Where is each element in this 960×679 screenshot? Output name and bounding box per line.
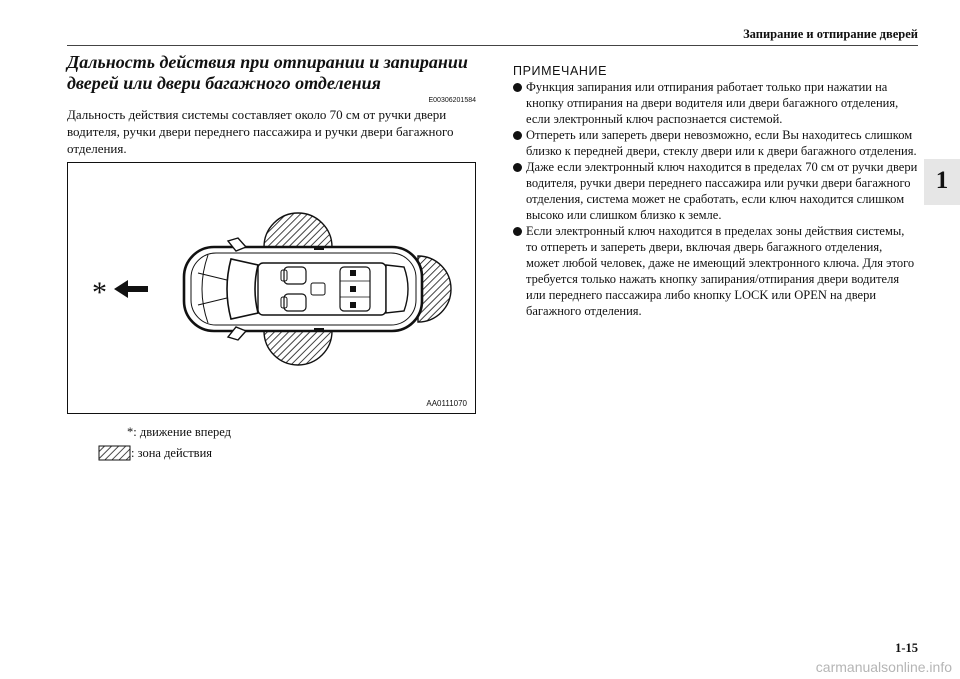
forward-arrow-icon bbox=[114, 280, 148, 298]
header-divider bbox=[67, 45, 918, 46]
note-item: Даже если электронный ключ находится в пределах 70 см от ручки двери водителя, ручки двери переднего пассажира или ручки двери багажного отделения, система может не сработать, если ключ находится слишком высоко или слишком близко к земле. bbox=[513, 159, 918, 223]
hatched-zone-icon bbox=[98, 445, 131, 461]
note-item: Функция запирания или отпирания работает только при нажатии на кнопку отпирания на двери водителя или двери багажного отделения, если электронный ключ распознается системой. bbox=[513, 79, 918, 127]
page-number: 1-15 bbox=[895, 641, 918, 655]
chapter-number: 1 bbox=[935, 167, 949, 194]
note-item: Отпереть или запереть двери невозможно, если Вы находитесь слишком близко к передней двери, стеклу двери или к двери багажного отделения. bbox=[513, 127, 918, 159]
section-title: Дальность действия при отпирании и запирании дверей или двери багажного отделения bbox=[67, 52, 468, 93]
zone-driver-door bbox=[264, 213, 332, 247]
legend-forward bbox=[127, 425, 231, 440]
page-header-title: Запирание и отпирание дверей bbox=[743, 27, 918, 41]
zone-passenger-door bbox=[264, 331, 332, 365]
legend-forward-symbol: * bbox=[127, 425, 134, 439]
legend-forward-text: : движение вперед bbox=[133, 425, 232, 439]
section-code: E00306201584 bbox=[428, 97, 476, 104]
car-top-view-illustration bbox=[68, 163, 475, 413]
bullet-icon bbox=[513, 227, 522, 236]
note-title: ПРИМЕЧАНИЕ bbox=[513, 64, 608, 78]
forward-marker: * bbox=[92, 276, 107, 309]
note-list bbox=[513, 79, 918, 319]
section-body: Дальность действия системы составляет около 70 см от ручки двери водителя, ручки двери переднего пассажира и ручки двери багажного отделения. bbox=[67, 107, 454, 156]
note-item: Если электронный ключ находится в пределах зоны действия системы, то отпереть и запереть двери, включая дверь багажного отделения, может любой человек, даже не имеющий электронного ключа. Для этого требуется только нажать кнопку запирания/отпирания двери водителя или переднего пассажира либо кнопку LOCK или OPEN на двери багажного отделения. bbox=[513, 223, 918, 319]
chapter-tab bbox=[924, 159, 960, 205]
note-block bbox=[513, 63, 918, 319]
legend-zone-text: : зона действия bbox=[131, 446, 213, 460]
figure-code: AA0111070 bbox=[426, 399, 467, 408]
watermark: carmanualsonline.info bbox=[815, 659, 952, 675]
range-diagram bbox=[67, 162, 476, 414]
section-block bbox=[67, 52, 476, 157]
bullet-icon bbox=[513, 83, 522, 92]
bullet-icon bbox=[513, 131, 522, 140]
bullet-icon bbox=[513, 163, 522, 172]
legend-zone bbox=[98, 445, 212, 461]
